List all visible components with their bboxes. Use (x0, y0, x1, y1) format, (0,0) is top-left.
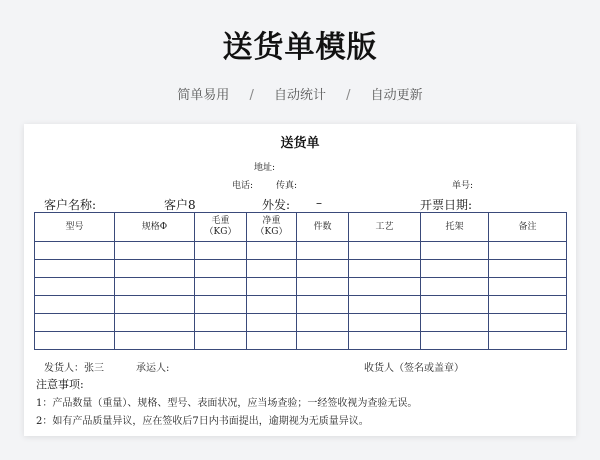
table-row (35, 296, 567, 314)
note-item: 2：如有产品质量异议，应在签收后7日内书面提出，逾期视为无质量异议。 (36, 416, 369, 427)
table-cell[interactable] (247, 296, 297, 314)
col-model: 型号 (35, 213, 115, 242)
invoice-date-label: 开票日期: (420, 198, 473, 212)
col-gross-weight: 毛重 （KG） (195, 213, 247, 242)
table-cell[interactable] (297, 332, 349, 350)
feature-auto-stats: 自动统计 (273, 88, 326, 103)
table-cell[interactable] (115, 314, 195, 332)
table-row (35, 260, 567, 278)
form-title: 送货单 (280, 136, 320, 151)
table-cell[interactable] (421, 242, 489, 260)
table-row (35, 278, 567, 296)
table-cell[interactable] (35, 296, 115, 314)
table-cell[interactable] (195, 242, 247, 260)
customer-name-value: 客户8 (164, 198, 196, 212)
order-no-label: 单号: (452, 181, 474, 191)
table-cell[interactable] (489, 242, 567, 260)
outsource-label: 外发: (262, 198, 291, 212)
receiver-label: 收货人（签名或盖章） (364, 363, 464, 374)
separator: / (346, 88, 351, 103)
table-cell[interactable] (349, 296, 421, 314)
delivery-form (24, 124, 576, 436)
fax-label: 传真: (276, 181, 298, 191)
table-cell[interactable] (489, 314, 567, 332)
shipper-label: 发货人：张三 (44, 363, 104, 374)
table-cell[interactable] (35, 278, 115, 296)
note-item: 1：产品数量（重量）、规格、型号、表面状况，应当场查验；一经签收视为查验无误。 (36, 398, 418, 409)
table-cell[interactable] (247, 260, 297, 278)
feature-auto-update: 自动更新 (370, 88, 423, 103)
separator: / (249, 88, 254, 103)
table-cell[interactable] (297, 260, 349, 278)
table-row (35, 242, 567, 260)
table-cell[interactable] (195, 332, 247, 350)
table-cell[interactable] (115, 242, 195, 260)
customer-name-label: 客户名称: (44, 198, 97, 212)
table-cell[interactable] (195, 260, 247, 278)
table-cell[interactable] (297, 242, 349, 260)
table-cell[interactable] (489, 260, 567, 278)
table-row (35, 314, 567, 332)
table-cell[interactable] (247, 332, 297, 350)
col-count: 件数 (297, 213, 349, 242)
table-cell[interactable] (421, 278, 489, 296)
table-cell[interactable] (195, 314, 247, 332)
table-row (35, 332, 567, 350)
table-cell[interactable] (195, 278, 247, 296)
table-cell[interactable] (421, 296, 489, 314)
feature-easy: 简单易用 (177, 88, 230, 103)
table-cell[interactable] (247, 242, 297, 260)
table-cell[interactable] (349, 278, 421, 296)
table-cell[interactable] (195, 296, 247, 314)
col-spec: 规格Φ (115, 213, 195, 242)
table-header-row (35, 213, 567, 242)
address-label: 地址: (254, 163, 276, 173)
table-cell[interactable] (297, 314, 349, 332)
phone-label: 电话: (232, 181, 254, 191)
table-cell[interactable] (297, 296, 349, 314)
col-remark: 备注 (489, 213, 567, 242)
table-cell[interactable] (349, 314, 421, 332)
outsource-value: – (316, 196, 322, 210)
table-cell[interactable] (35, 314, 115, 332)
col-process: 工艺 (349, 213, 421, 242)
table-cell[interactable] (297, 278, 349, 296)
goods-table (34, 212, 567, 350)
table-cell[interactable] (421, 260, 489, 278)
table-cell[interactable] (349, 242, 421, 260)
table-cell[interactable] (35, 242, 115, 260)
notes-title: 注意事项: (36, 378, 84, 391)
table-cell[interactable] (421, 332, 489, 350)
col-bracket: 托架 (421, 213, 489, 242)
table-cell[interactable] (247, 278, 297, 296)
table-cell[interactable] (247, 314, 297, 332)
table-cell[interactable] (35, 260, 115, 278)
table-cell[interactable] (115, 260, 195, 278)
table-cell[interactable] (421, 314, 489, 332)
table-cell[interactable] (489, 296, 567, 314)
table-cell[interactable] (115, 278, 195, 296)
table-cell[interactable] (115, 296, 195, 314)
table-cell[interactable] (489, 278, 567, 296)
page-title: 送货单模版 (222, 30, 378, 65)
col-net-weight: 净重 （KG） (247, 213, 297, 242)
feature-list (0, 84, 600, 103)
carrier-label: 承运人: (136, 363, 170, 374)
table-cell[interactable] (35, 332, 115, 350)
table-cell[interactable] (349, 332, 421, 350)
table-cell[interactable] (489, 332, 567, 350)
table-cell[interactable] (115, 332, 195, 350)
table-cell[interactable] (349, 260, 421, 278)
